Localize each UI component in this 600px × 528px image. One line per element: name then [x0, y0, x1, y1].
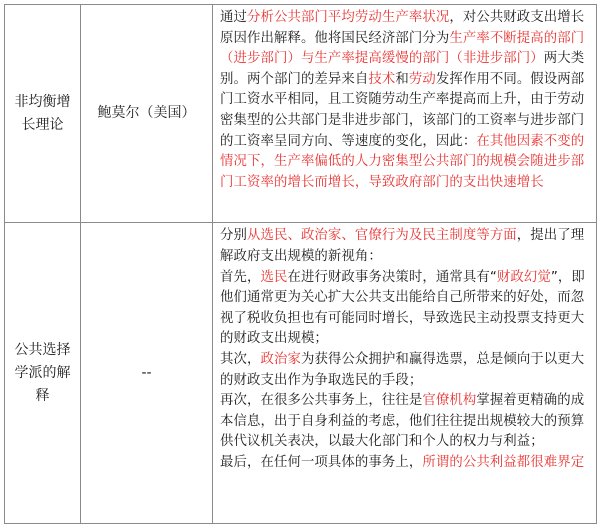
description-paragraph: [220, 268, 590, 350]
highlighted-text: 在其他因素不变的情况下，生产率偏低的人力密集型公共部门的规模会随进步部门工资率的增长而增长，导致政府部门的支出快速增长: [220, 133, 585, 190]
highlighted-text: 生产率不断提高的部门（进步部门）与生产率提高缓慢的部门（非进步部门）: [220, 30, 585, 67]
text-run: 再次，在很多公共事务上，往往是: [220, 393, 423, 409]
description-paragraph: [220, 8, 590, 193]
text-run: 为获得公众拥护和赢得选票，总是倾向于以更大的财政支出作为争取选民的手段；: [220, 351, 585, 388]
table-row-public-choice: [5, 223, 597, 524]
description-cell: [213, 223, 597, 524]
highlighted-text: 分析公共部门平均劳动生产率状况: [246, 10, 450, 25]
description-paragraph: [220, 226, 590, 267]
text-run: 两大类别。两个部门的差异来自: [220, 51, 585, 87]
text-run: ，对公共财政支出增长原因作出解释。他将国民经济部门分为: [220, 10, 585, 46]
theory-name-cell: [5, 223, 81, 524]
person-name: 鲍莫尔（美国）: [97, 105, 196, 122]
text-run: 通过: [220, 10, 247, 25]
description-paragraph: [220, 453, 590, 474]
highlighted-text: 从选民、政治家、官僚行为及民主制度等方面: [246, 228, 517, 244]
comparison-table: [4, 4, 597, 524]
person-cell: [81, 5, 213, 223]
text-run: ”，即他们通常更为关心扩大公共支出能给自己所带来的好处，而忽视了税收负担也有可能同时增长，导致选民主动投票支持更大的财政支出规模；: [220, 269, 585, 347]
description-paragraph: [220, 391, 590, 453]
description-paragraph: [220, 350, 590, 391]
highlighted-text: 政治家: [260, 351, 301, 367]
highlighted-text: 劳动: [408, 71, 436, 87]
highlighted-text: 选民: [260, 269, 288, 285]
description-cell: [213, 5, 597, 223]
highlighted-text: 官僚机构: [422, 393, 477, 409]
highlighted-text: 所谓的公共利益都很难界定: [422, 454, 585, 470]
text-run: 掌握着更精确的成本信息，出于自身利益的考虑，他们往往提出规模较大的预算供代议机关表决，以最大化部门和个人的权力与利益；: [220, 393, 585, 450]
theory-name-cell: [5, 5, 81, 223]
theory-name: 公共选择学派的解释: [14, 341, 71, 404]
person-name: --: [141, 364, 152, 381]
text-run: 最后，在任何一项具体的事务上，: [220, 454, 423, 470]
person-cell: [81, 223, 213, 524]
text-run: 在进行财政事务决策时，通常具有“: [287, 269, 497, 285]
text-run: 其次，: [220, 351, 261, 367]
highlighted-text: 技术: [368, 71, 396, 87]
table-row-unbalanced-growth: [5, 5, 597, 223]
text-run: 首先，: [220, 269, 261, 285]
text-run: 分别: [220, 228, 247, 244]
theory-name: 非均衡增长理论: [14, 93, 71, 133]
text-run: 发挥作用不同。假设两部门工资水平相同，且工资随劳动生产率提高而上升，由于劳动密集型的公共部门是非进步部门，该部门的工资率与进步部门的工资率呈同方向、等速度的变化，因此：: [220, 71, 585, 149]
text-run: 和: [395, 71, 409, 87]
highlighted-text: 财政幻觉: [496, 269, 551, 285]
text-run: ，提出了理解政府支出规模的新视角：: [220, 228, 585, 264]
